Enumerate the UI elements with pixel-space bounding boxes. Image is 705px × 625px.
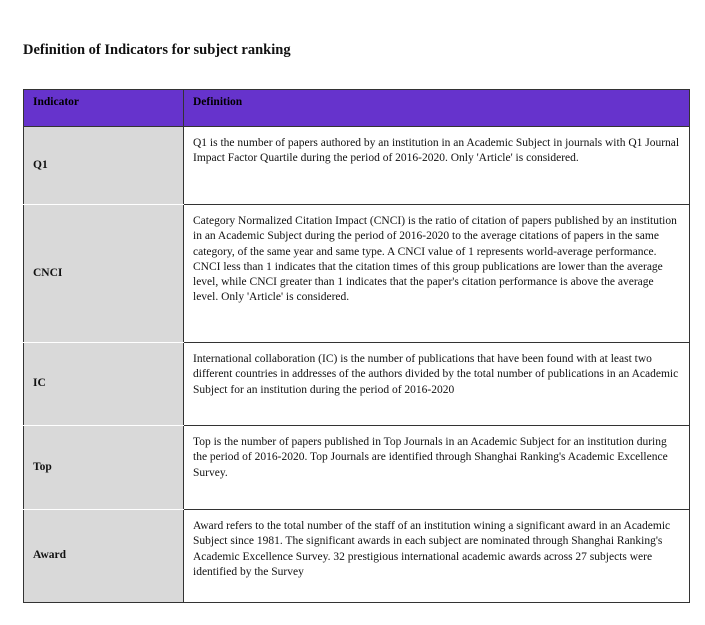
table-row-cnci [24,205,690,343]
indicator-definition-table [23,89,690,603]
header-definition: Definition [184,90,690,127]
indicator-definition-ic: International collaboration (IC) is the number of publications that have been found with at least two different countries in addresses of the authors divided by the total number of publications in an Academic Subject for an institution during the period of 2016-2020 [184,343,690,426]
indicator-name-q1: Q1 [24,127,184,205]
indicator-name-cnci: CNCI [24,205,184,343]
table-row-top [24,426,690,510]
indicator-definition-award: Award refers to the total number of the staff of an institution wining a significant award in an Academic Subject since 1981. The significant awards in each subject are nominated through Shanghai Ranking's Academic Excellence Survey. 32 prestigious international academic awards across 27 subjects were identified by the Survey [184,510,690,603]
indicator-definition-top: Top is the number of papers published in Top Journals in an Academic Subject for an institution during the period of 2016-2020. Top Journals are identified through Shanghai Ranking's Academic Excellence Survey. [184,426,690,510]
indicator-definition-q1: Q1 is the number of papers authored by an institution in an Academic Subject in journals with Q1 Journal Impact Factor Quartile during the period of 2016-2020. Only 'Article' is considered. [184,127,690,205]
table-row-ic [24,343,690,426]
indicator-name-ic: IC [24,343,184,426]
table-header-row [24,90,690,127]
table-row-award [24,510,690,603]
header-indicator: Indicator [24,90,184,127]
indicator-definition-cnci: Category Normalized Citation Impact (CNCI) is the ratio of citation of papers published by an institution in an Academic Subject during the period of 2016-2020 to the average citations of papers in the same category, of the same year and same type. A CNCI value of 1 represents world-average performance. CNCI less than 1 indicates that the citation times of this group publications are lower than the average level, while CNCI greater than 1 indicates that the paper's citation performance is above the average level. Only 'Article' is considered. [184,205,690,343]
indicator-name-award: Award [24,510,184,603]
indicator-name-top: Top [24,426,184,510]
table-row-q1 [24,127,690,205]
page-title: Definition of Indicators for subject ranking [23,42,291,58]
